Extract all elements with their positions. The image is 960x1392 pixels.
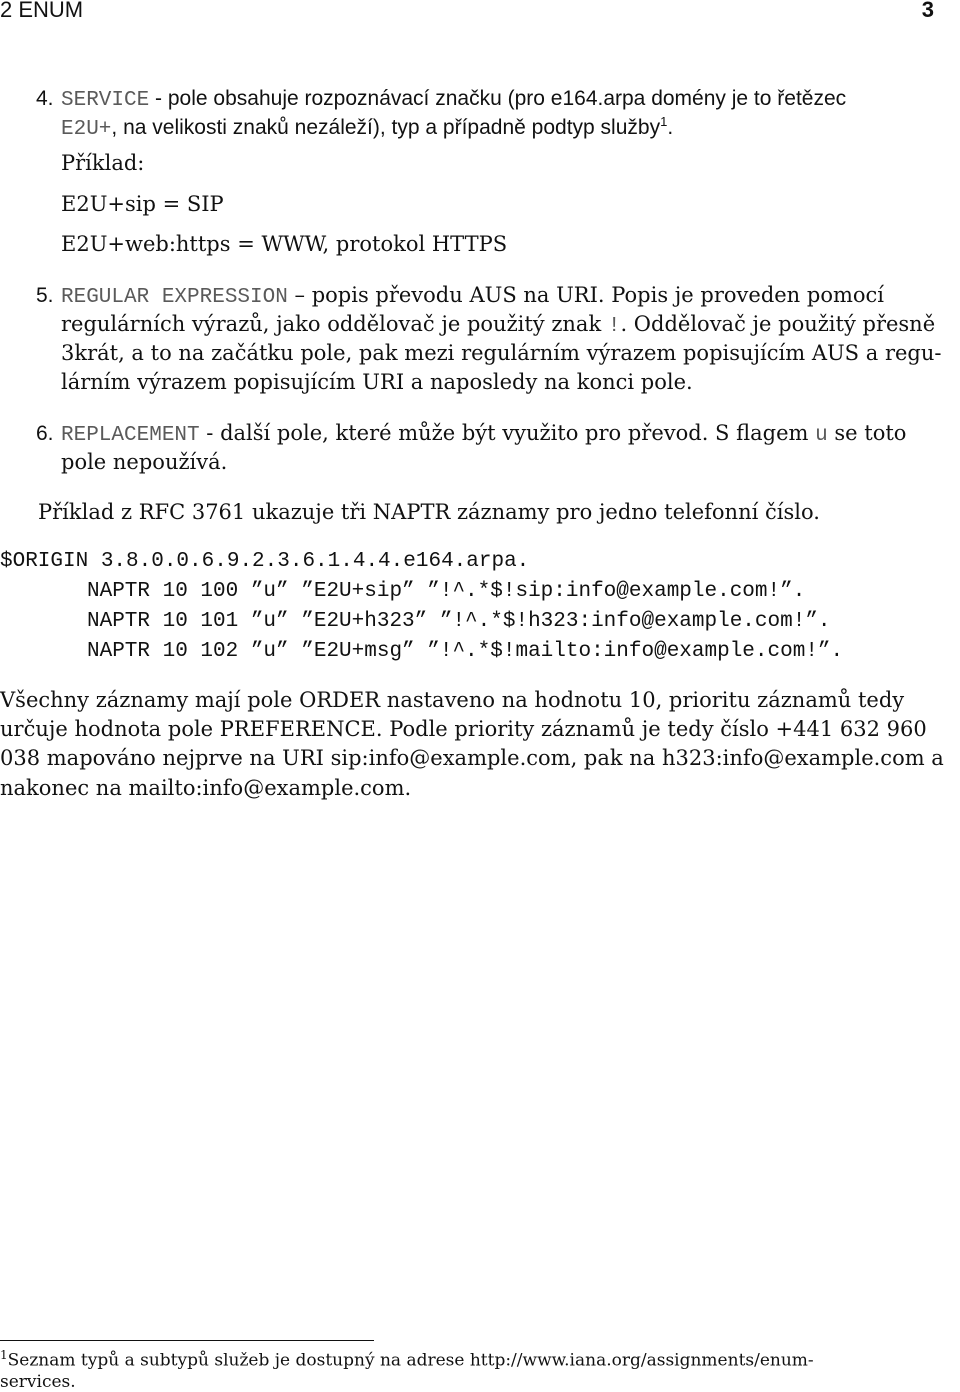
example-web: E2U+web:https = WWW, protokol HTTPS [61,232,508,256]
item-6-line-2: pole nepoužívá. [61,450,228,474]
example-sip: E2U+sip = SIP [61,192,224,216]
section-header: 2 ENUM [0,0,84,22]
code-separator: ! [607,315,621,338]
item-4-line-1: SERVICE - pole obsahuje rozpoznávací značku (pro e164.arpa domény je to řetězec [61,87,847,112]
summary-line-3: 038 mapováno nejprve na URI sip:info@example.com, pak na h323:info@example.com a [0,746,944,770]
page-number: 3 [921,0,934,22]
summary-line-4: nakonec na mailto:info@example.com. [0,776,412,800]
code-record-1: NAPTR 10 100 ”u” ”E2U+sip” ”!^.*$!sip:info@example.com!”. [87,580,806,603]
code-origin: $ORIGIN 3.8.0.0.6.9.2.3.6.1.4.4.e164.arpa. [0,550,530,573]
code-e2u: E2U+ [61,118,112,141]
code-regular-expression: REGULAR EXPRESSION [61,286,288,309]
summary-line-1: Všechny záznamy mají pole ORDER nastaveno na hodnotu 10, prioritu záznamů tedy [0,688,905,712]
footnote-mark: 1 [0,1348,8,1362]
rfc-intro: Příklad z RFC 3761 ukazuje tři NAPTR záznamy pro jedno telefonní číslo. [38,500,820,524]
item-4-line-2: E2U+, na velikosti znaků nezáleží), typ a případně podtyp služby$^1$. [61,114,674,141]
item-5-line-3: 3krát, a to na začátku pole, pak mezi regulárním výrazem popisujícím AUS a regu- [61,341,942,365]
footnote-line-2: services. [0,1372,76,1392]
item-5-number: 5. [36,284,54,307]
code-record-2: NAPTR 10 101 ”u” ”E2U+h323” ”!^.*$!h323:info@example.com!”. [87,610,831,633]
item-6-number: 6. [36,422,54,445]
summary-line-2: určuje hodnota pole PREFERENCE. Podle priority záznamů je tedy číslo +441 632 960 [0,717,927,741]
code-service: SERVICE [61,89,150,112]
footnote-rule [0,1340,374,1341]
item-5-line-1: REGULAR EXPRESSION – popis převodu AUS na URI. Popis je proveden pomocí [61,283,885,309]
item-4-number: 4. [36,87,54,110]
footnote-line-1: $^1$Seznam typů a subtypů služeb je dostupný na adrese http://www.iana.org/assignments/enum- [0,1348,814,1371]
item-5-line-2: regulárních výrazů, jako oddělovač je použitý znak !. Oddělovač je použitý přesně [61,312,936,338]
footnote-ref: 1 [660,114,668,129]
example-label: Příklad: [61,151,145,175]
code-flag-u: u [815,424,828,447]
item-5-line-4: lárním výrazem popisujícím URI a naposledy na konci pole. [61,370,693,394]
item-6-line-1: REPLACEMENT - další pole, které může být využito pro převod. S flagem u se toto [61,421,907,447]
code-replacement: REPLACEMENT [61,424,200,447]
code-record-3: NAPTR 10 102 ”u” ”E2U+msg” ”!^.*$!mailto:info@example.com!”. [87,640,844,663]
